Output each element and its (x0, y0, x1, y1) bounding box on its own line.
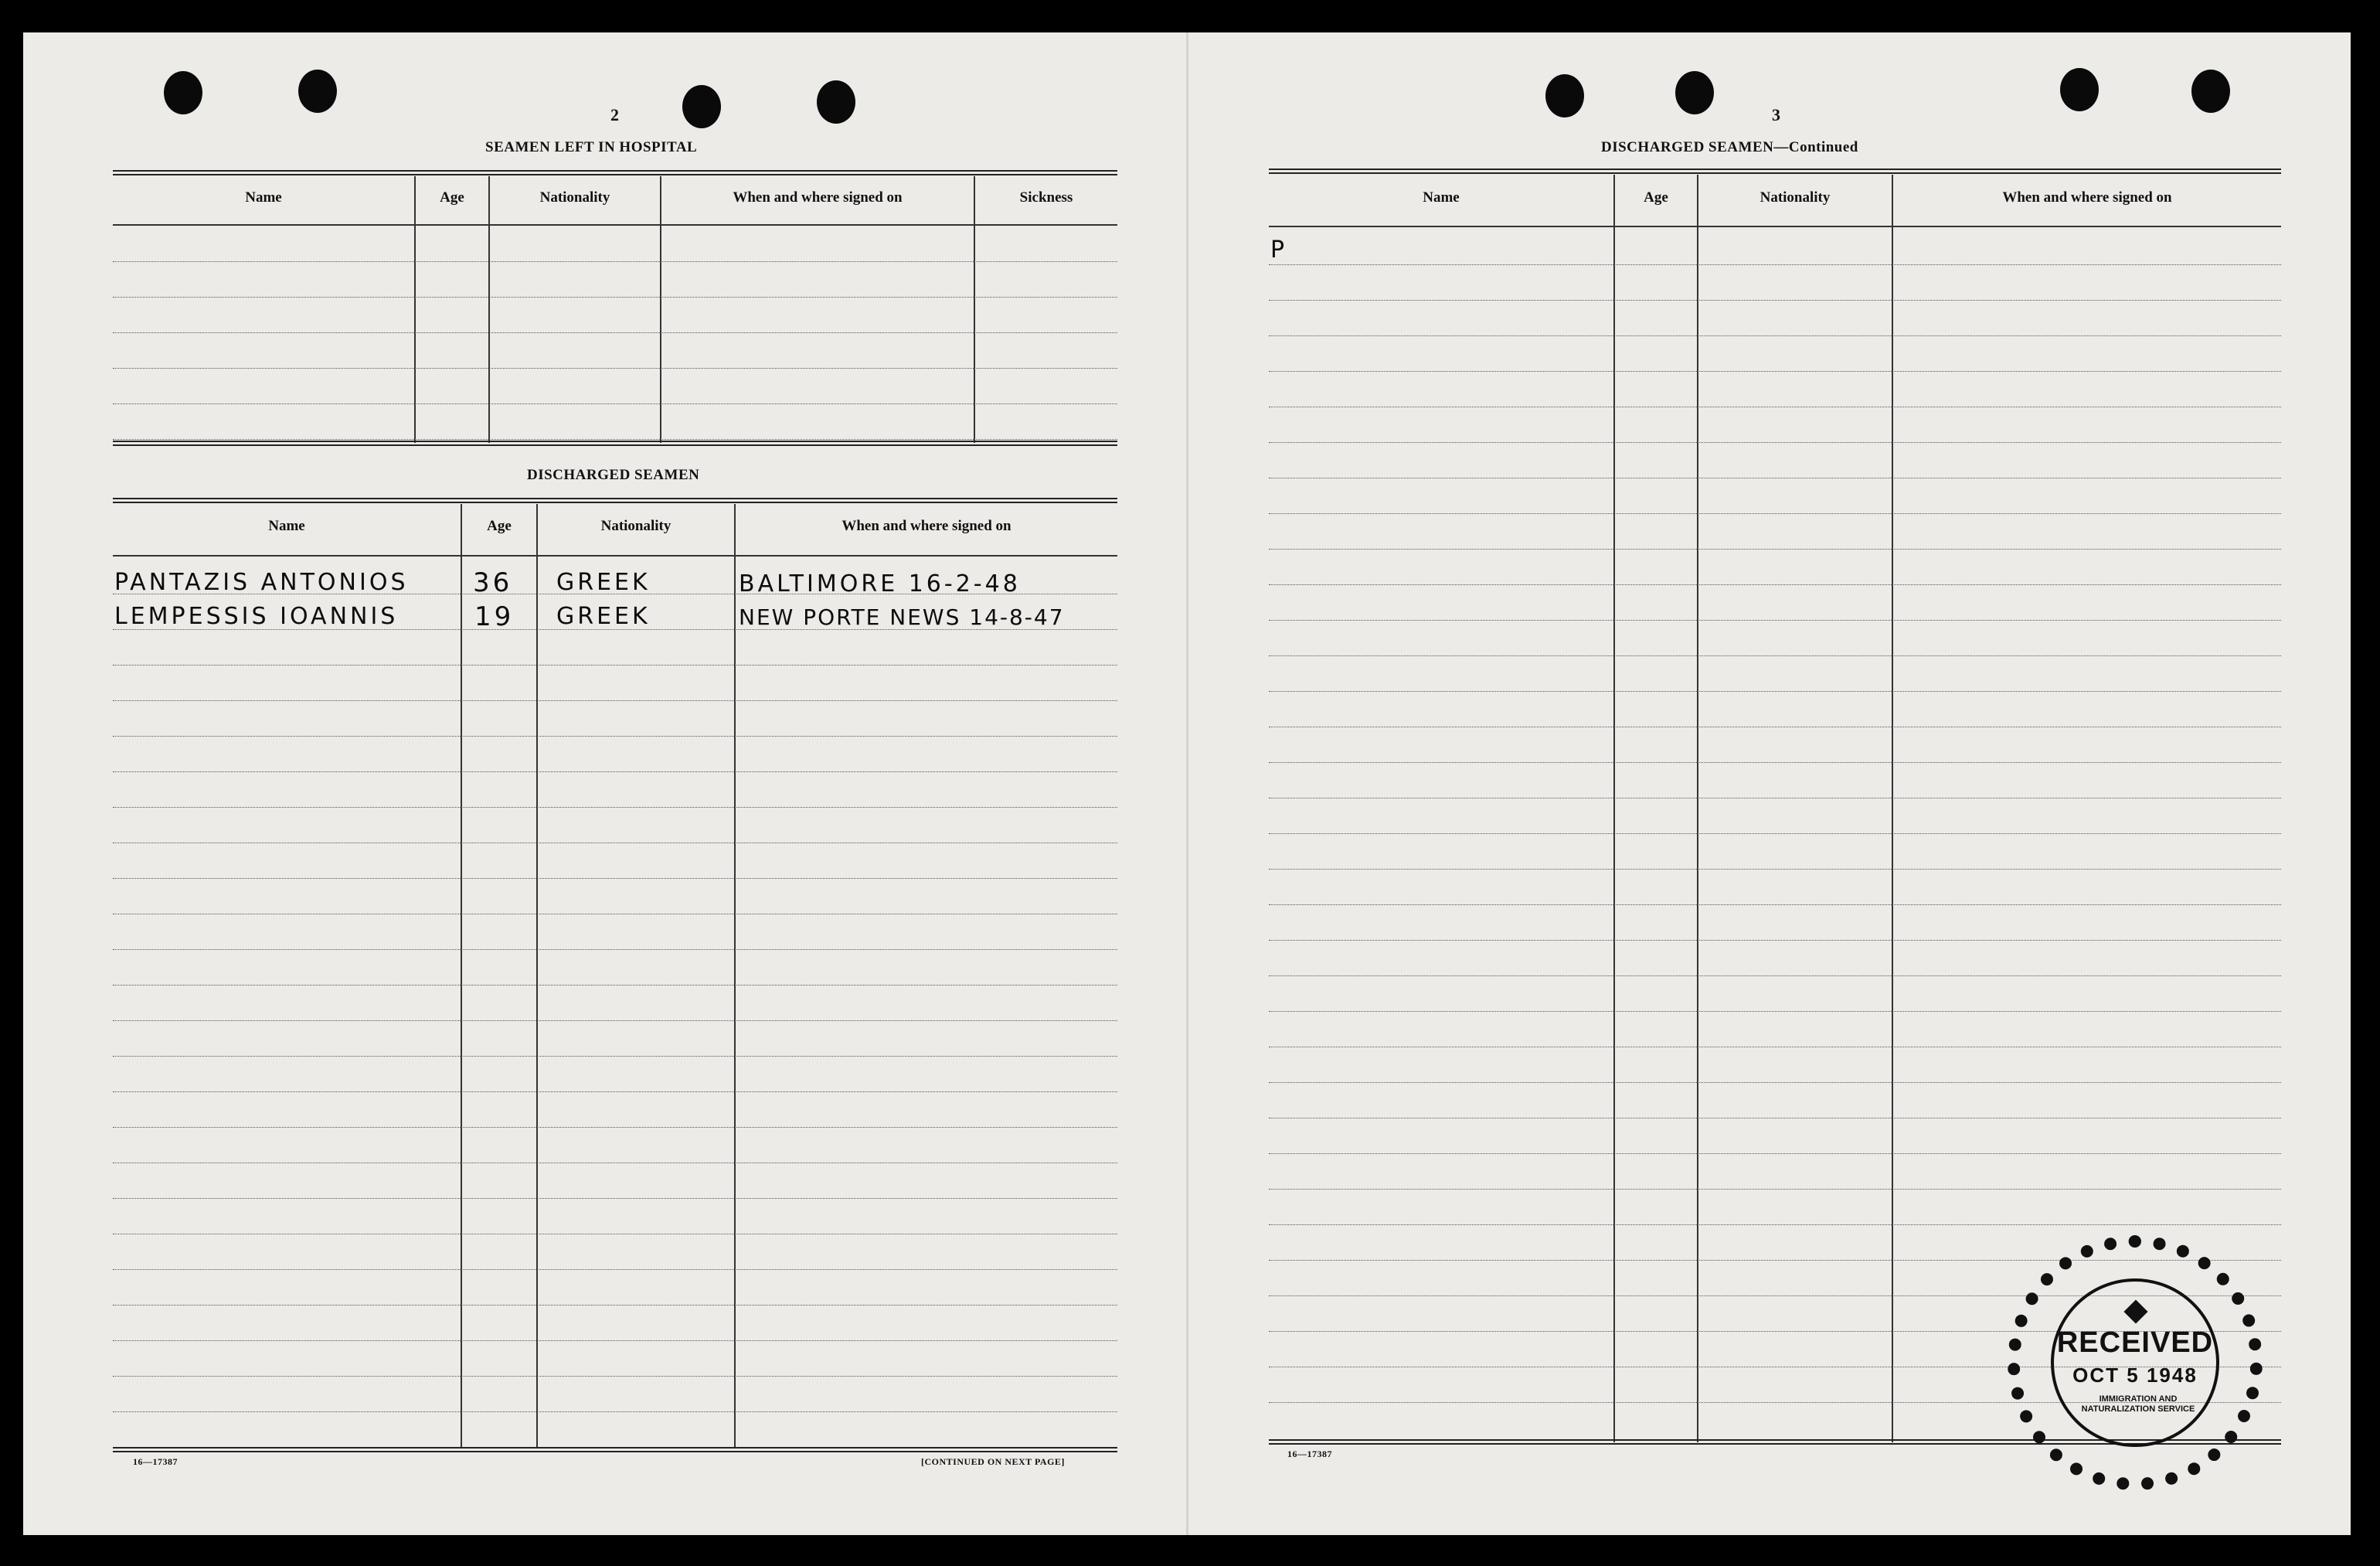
stamp-diamond-icon (2123, 1299, 2147, 1323)
row-rule (1269, 1224, 2281, 1225)
row-rule (113, 1020, 1117, 1021)
hospital-header-rule (113, 224, 1117, 226)
right-col-divider (1613, 175, 1615, 1442)
row-rule (1269, 691, 2281, 692)
entry-name: PANTAZIS ANTONIOS (114, 569, 409, 596)
row-rule (113, 878, 1117, 879)
discharged-col-nationality: Nationality (600, 518, 672, 534)
row-rule (1269, 264, 2281, 265)
discharged-table-top-rule (113, 498, 1117, 503)
hospital-col-sickness: Sickness (1019, 189, 1073, 206)
row-rule (1269, 442, 2281, 443)
row-rule (113, 439, 1117, 440)
discharged-col-name: Name (268, 518, 305, 534)
page-fold (1186, 32, 1188, 1535)
row-rule (113, 1411, 1117, 1412)
row-rule (1269, 300, 2281, 301)
row-rule (113, 736, 1117, 737)
punch-hole (817, 80, 855, 124)
row-rule (113, 1376, 1117, 1377)
discharged-col-signed-on: When and where signed on (842, 518, 1012, 534)
right-title-main: DISCHARGED SEAMEN (1601, 139, 1774, 155)
row-rule (1269, 655, 2281, 656)
hospital-col-name: Name (245, 189, 282, 206)
row-rule (113, 1305, 1117, 1306)
entry-signed-on: NEW PORTE NEWS 14-8-47 (739, 604, 1065, 630)
discharged-col-divider (536, 504, 538, 1449)
entry-age: 36 (473, 567, 513, 598)
stamp-received-text: RECEIVED (2056, 1326, 2214, 1359)
hospital-col-age: Age (440, 189, 464, 206)
right-col-age: Age (1644, 189, 1668, 206)
row-rule (113, 1198, 1117, 1199)
right-col-name: Name (1423, 189, 1460, 206)
row-rule (1269, 762, 2281, 763)
row-rule (1269, 869, 2281, 870)
stamp-date: OCT 5 1948 (2072, 1363, 2198, 1387)
punch-hole (2191, 70, 2230, 113)
right-title-suffix: —Continued (1773, 139, 1858, 155)
entry-nationality: GREEK (556, 569, 651, 596)
row-rule (1269, 833, 2281, 834)
row-rule (113, 332, 1117, 333)
row-rule (1269, 975, 2281, 976)
continued-note: [CONTINUED ON NEXT PAGE] (921, 1456, 1065, 1467)
hospital-table-bottom-rule (113, 441, 1117, 446)
row-rule (1269, 584, 2281, 585)
form-number-left: 16—17387 (133, 1456, 178, 1467)
received-stamp (2008, 1235, 2263, 1490)
punch-hole (682, 85, 721, 128)
row-rule (1269, 335, 2281, 336)
right-col-signed-on: When and where signed on (2002, 189, 2172, 206)
row-rule (113, 368, 1117, 369)
discharged-table-bottom-rule (113, 1447, 1117, 1452)
row-rule (113, 403, 1117, 404)
entry-nationality: GREEK (556, 603, 651, 630)
row-rule (1269, 1153, 2281, 1154)
right-col-nationality: Nationality (1760, 189, 1831, 206)
right-table-top-rule (1269, 169, 2281, 174)
punch-hole (164, 71, 202, 114)
row-rule (113, 665, 1117, 666)
row-rule (1269, 904, 2281, 905)
row-rule (1269, 513, 2281, 514)
row-rule (1269, 1189, 2281, 1190)
right-first-row-mark: P (1270, 237, 1288, 264)
row-rule (1269, 549, 2281, 550)
punch-hole (2060, 68, 2099, 111)
row-rule (1269, 620, 2281, 621)
row-rule (113, 700, 1117, 701)
row-rule (113, 1269, 1117, 1270)
row-rule (113, 1091, 1117, 1092)
row-rule (113, 1127, 1117, 1128)
row-rule (113, 949, 1117, 950)
page-number-left: 2 (610, 105, 619, 124)
row-rule (1269, 1082, 2281, 1083)
form-number-right: 16—17387 (1287, 1449, 1332, 1459)
right-header-rule (1269, 226, 2281, 227)
stamp-inner-ring (2051, 1278, 2219, 1447)
entry-name: LEMPESSIS IOANNIS (114, 603, 399, 630)
row-rule (1269, 1011, 2281, 1012)
hospital-col-signed-on: When and where signed on (733, 189, 903, 206)
page-number-right: 3 (1772, 105, 1780, 124)
row-rule (1269, 371, 2281, 372)
discharged-section-title: DISCHARGED SEAMEN (527, 467, 700, 483)
hospital-section-title: SEAMEN LEFT IN HOSPITAL (485, 139, 698, 155)
right-section-title (1601, 139, 1858, 156)
row-rule (113, 771, 1117, 772)
hospital-col-nationality: Nationality (539, 189, 610, 206)
right-col-divider (1892, 175, 1893, 1442)
punch-hole (298, 70, 337, 113)
row-rule (113, 297, 1117, 298)
entry-age: 19 (474, 601, 515, 632)
row-rule (113, 985, 1117, 986)
discharged-col-age: Age (487, 518, 512, 534)
row-rule (1269, 940, 2281, 941)
right-col-divider (1697, 175, 1698, 1442)
row-rule (113, 1056, 1117, 1057)
row-rule (113, 1340, 1117, 1341)
entry-signed-on: BALTIMORE 16-2-48 (739, 570, 1021, 597)
discharged-col-divider (461, 504, 462, 1449)
row-rule (113, 807, 1117, 808)
row-rule (113, 261, 1117, 262)
discharged-col-divider (734, 504, 736, 1449)
punch-hole (1675, 71, 1714, 114)
punch-hole (1545, 74, 1584, 117)
hospital-table-top-rule (113, 170, 1117, 175)
stamp-org: IMMIGRATION AND NATURALIZATION SERVICE (2081, 1394, 2195, 1414)
discharged-header-rule (113, 555, 1117, 557)
